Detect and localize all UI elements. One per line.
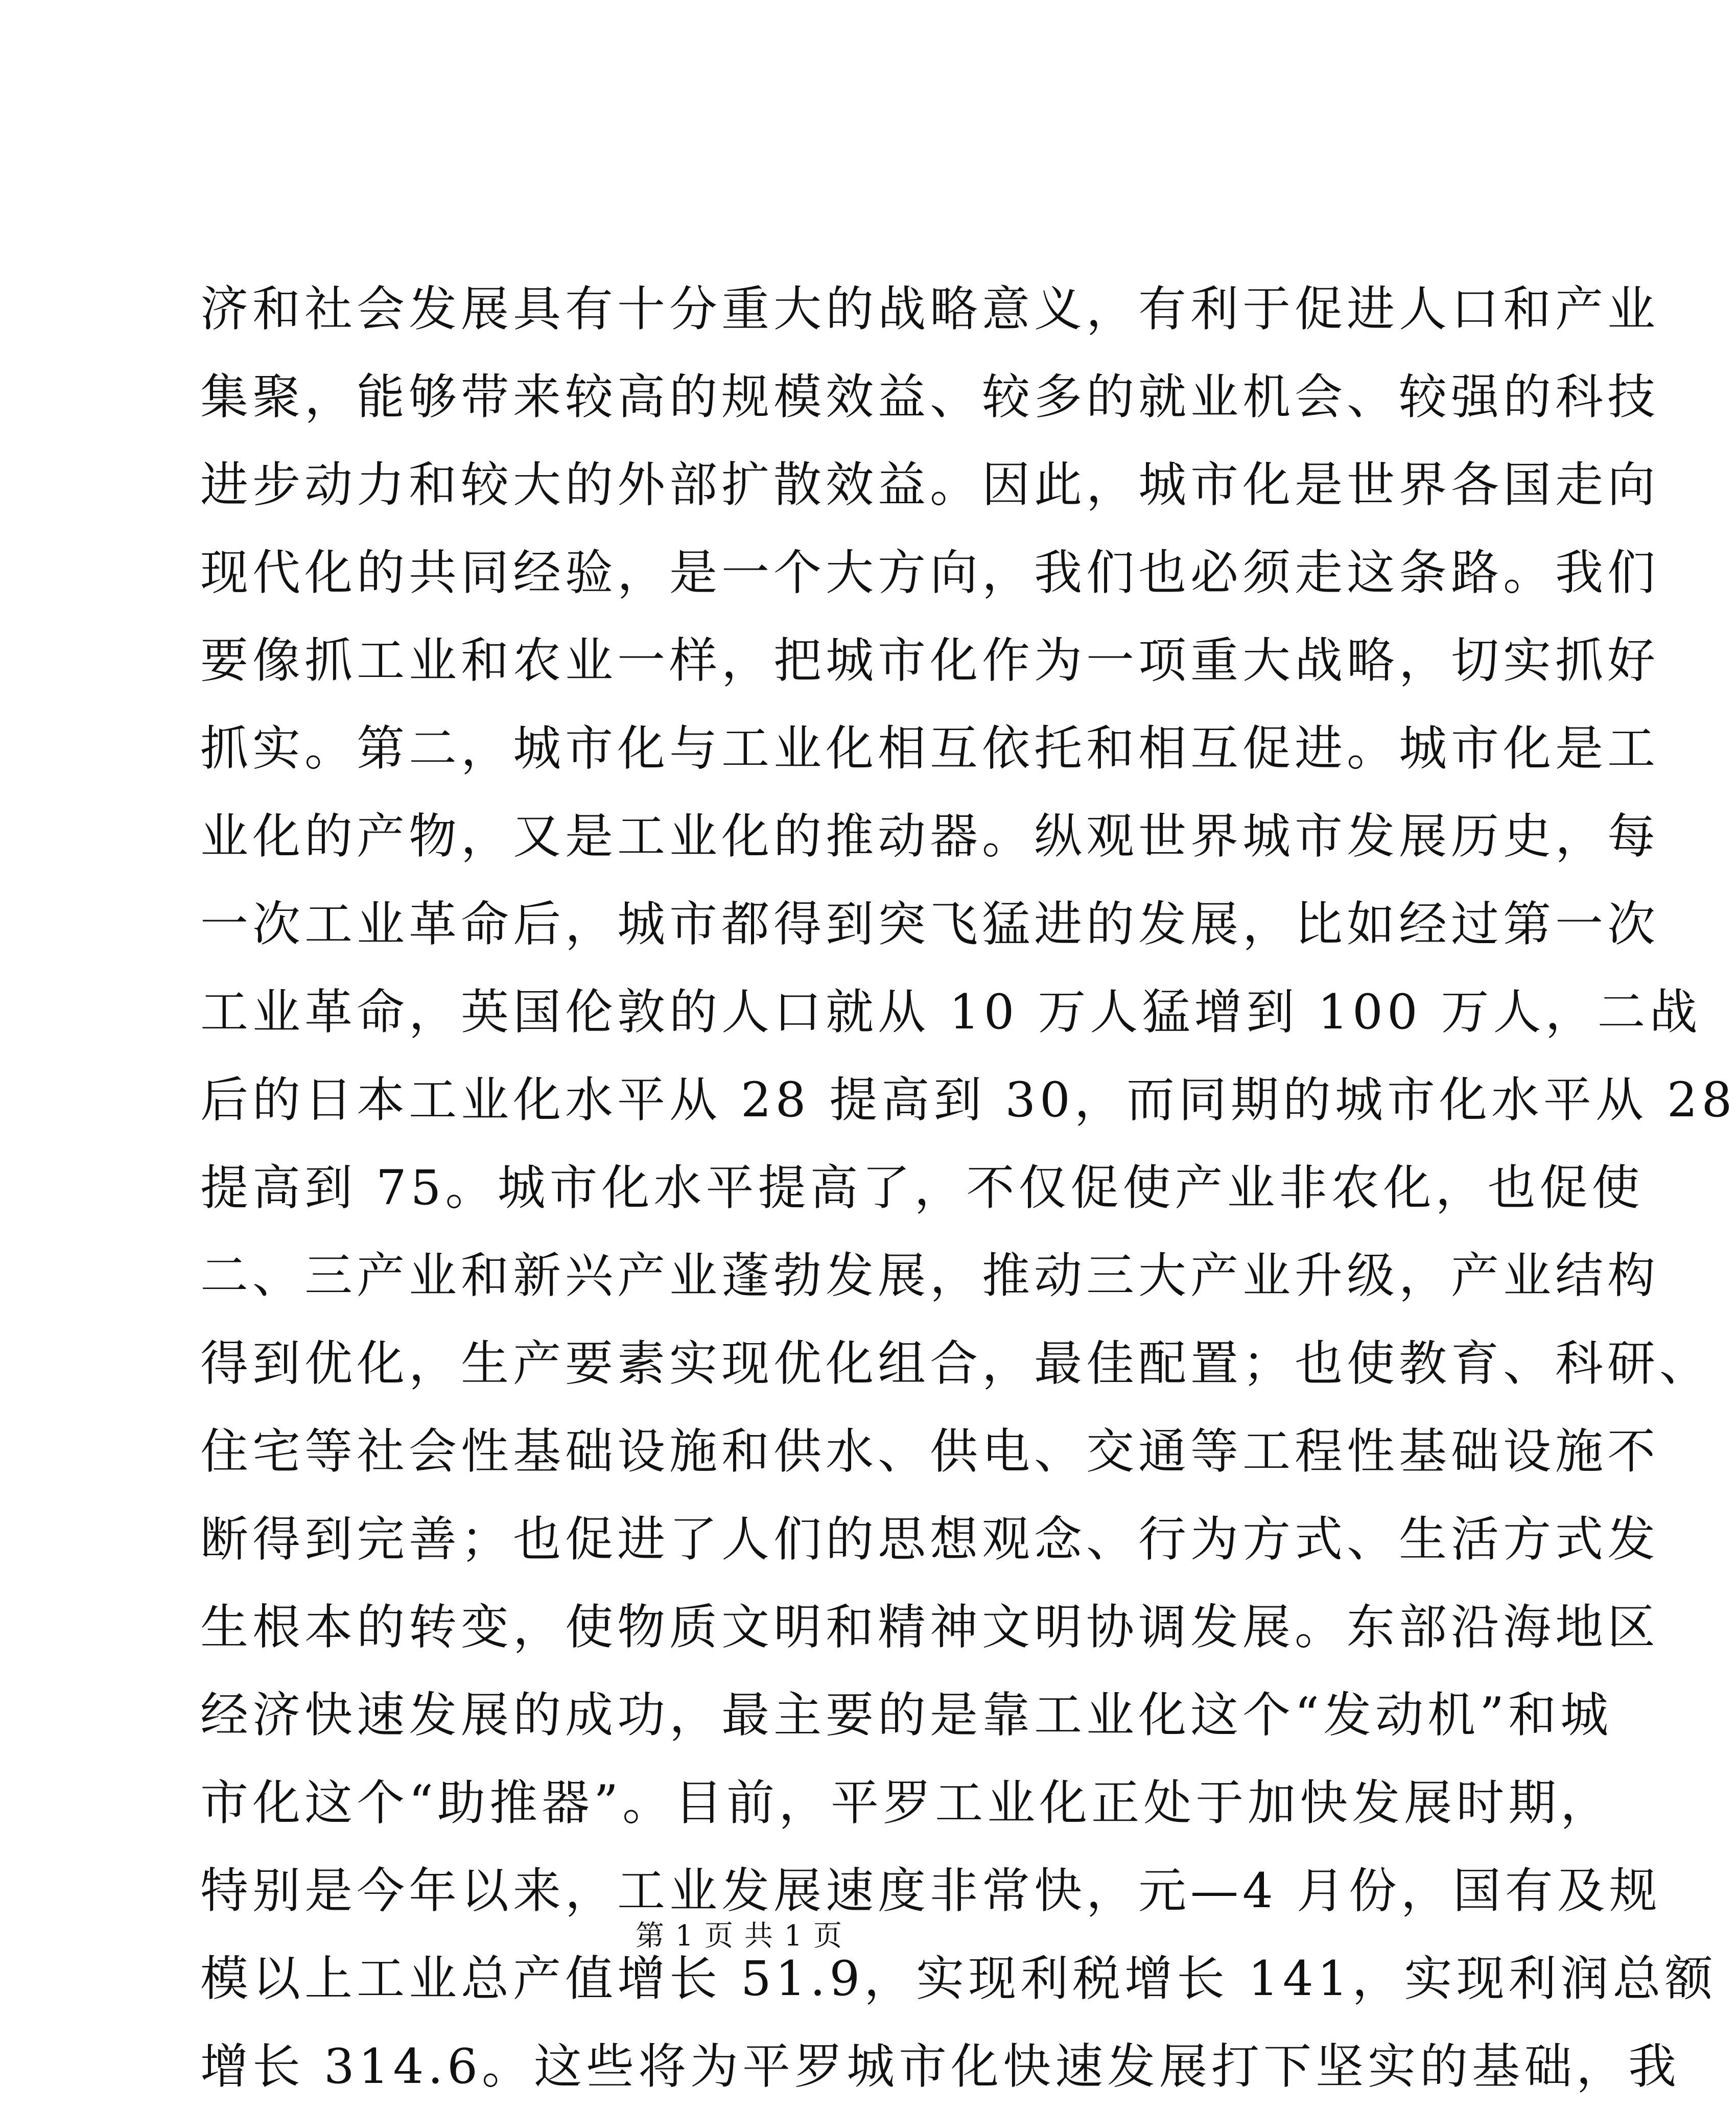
text-line: 一次工业革命后，城市都得到突飞猛进的发展，比如经过第一次 (200, 897, 1660, 952)
text-line: 增长 314.6。这些将为平罗城市化快速发展打下坚实的基础，我 (200, 2039, 1680, 2095)
text-line: 特别是今年以来，工业发展速度非常快，元—4 月份，国有及规 (200, 1863, 1661, 1919)
text-line: 现代化的共同经验，是一个大方向，我们也必须走这条路。我们 (200, 545, 1660, 601)
text-line: 生根本的转变，使物质文明和精神文明协调发展。东部沿海地区 (200, 1600, 1660, 1655)
page-footer: 第 1 页 共 1 页 (635, 1919, 843, 1953)
text-line: 经济快速发展的成功，最主要的是靠工业化这个“发动机”和城 (200, 1687, 1613, 1743)
text-line: 要像抓工业和农业一样，把城市化作为一项重大战略，切实抓好 (200, 633, 1660, 689)
text-line: 工业革命，英国伦敦的人口就从 10 万人猛增到 100 万人，二战 (200, 984, 1702, 1040)
text-line: 断得到完善；也促进了人们的思想观念、行为方式、生活方式发 (200, 1512, 1660, 1567)
text-line: 进步动力和较大的外部扩散效益。因此，城市化是世界各国走向 (200, 457, 1660, 513)
text-line: 市化这个“助推器”。目前，平罗工业化正处于加快发展时期， (200, 1775, 1613, 1831)
text-line: 模以上工业总产值增长 51.9，实现利税增长 141，实现利润总额 (200, 1951, 1717, 2007)
text-line: 济和社会发展具有十分重大的战略意义，有利于促进人口和产业 (200, 282, 1660, 337)
body-paragraph (200, 266, 1736, 2111)
text-line: 抓实。第二，城市化与工业化相互依托和相互促进。城市化是工 (200, 721, 1660, 777)
text-line: 住宅等社会性基础设施和供水、供电、交通等工程性基础设施不 (200, 1424, 1660, 1480)
text-line: 得到优化，生产要素实现优化组合，最佳配置；也使教育、科研、 (200, 1336, 1712, 1392)
text-line: 后的日本工业化水平从 28 提高到 30，而同期的城市化水平从 28 (200, 1072, 1736, 1128)
text-line: 提高到 75。城市化水平提高了，不仅促使产业非农化，也促使 (200, 1160, 1644, 1216)
text-line: 业化的产物，又是工业化的推动器。纵观世界城市发展历史，每 (200, 809, 1660, 864)
text-line: 二、三产业和新兴产业蓬勃发展，推动三大产业升级，产业结构 (200, 1248, 1660, 1304)
text-line: 集聚，能够带来较高的规模效益、较多的就业机会、较强的科技 (200, 369, 1660, 425)
